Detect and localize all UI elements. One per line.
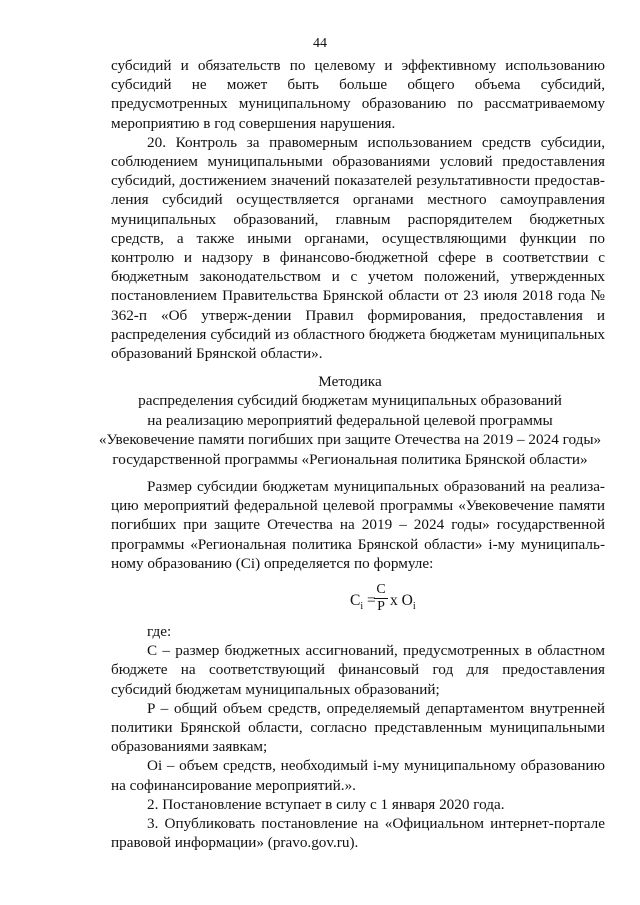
where-label: где: [147,623,172,640]
methodology-title [60,372,640,469]
paragraph-size: Размер субсидии бюджетам муниципальных образований на реализа-цию мероприятий федеральной целевой программы «Увековечение памяти погибших при защите Отечества на 2019 – 2024 годы» государственной программы «Региональная политика Брянской области» i-му муниципаль-ному образованию (Ci) определяется по формуле: [111,478,605,572]
formula-lhs: $C_i$ = [350,592,376,613]
paragraph-3: 3. Опубликовать постановление на «Официальном интернет-портале правовой информации» (pravo.gov.ru). [111,815,605,852]
definitions-block [111,622,605,852]
definition-o: Oi – объем средств, необходимый i-му муниципальному образованию на софинансирование мероприятий.». [111,757,605,794]
formula-numerator: C [376,582,386,597]
definition-c: C – размер бюджетных ассигнований, предусмотренных в областном бюджете на соответствующий финансовый год для предоставления субсидий бюджетам муниципальных образований; [111,642,605,698]
definition-p: P – общий объем средств, определяемый департаментом внутренней политики Брянской области, согласно представленным муниципальными образованиями заявкам; [111,699,605,756]
title-line-4: «Увековечение памяти погибших при защите Отечества на 2019 – 2024 годы» [98,431,602,449]
title-line-5: государственной программы «Региональная политика Брянской области» [112,450,588,468]
title-line-1: Методика [318,373,382,390]
paragraph-2: 2. Постановление вступает в силу с 1 января 2020 года. [147,795,505,813]
formula-rhs: x $O_i$ [390,592,416,613]
paragraph-continuation [111,56,605,363]
paragraph-top: субсидий и обязательств по целевому и эффективному использованию субсидий не может быть больше общего объема субсидий, предусмотренных муниципальному образованию по рассматриваемому мероприятию в год совершения нарушения. [111,57,605,132]
title-line-3: на реализацию мероприятий федеральной целевой программы [147,411,553,429]
paragraph-20: 20. Контроль за правомерным использованием средств субсидии, соблюдением муниципальными образованиями условий предоставления субсидий, достижением значений показателей результативности предостав-ления субсидий осуществляется органами местного самоуправления муниципальных образований, главным распорядителем бюджетных средств, а также иными органами, осуществляющими функции по контролю и надзору в финансово-бюджетной сфере в соответствии с бюджетным законодательством и с учетом положений, утвержденных постановлением Правительства Брянской области от 23 июля 2018 года № 362-п «Об утверж-дении Правил формирования, предоставления и распределения субсидий из областного бюджета бюджетам муниципальных образований Брянской области». [111,133,605,363]
formula-denominator: P [377,599,385,614]
page-number: 44 [313,36,327,51]
size-paragraph-block [111,477,605,573]
formula-fraction [374,583,388,614]
title-line-2: распределения субсидий бюджетам муниципальных образований [138,392,562,410]
